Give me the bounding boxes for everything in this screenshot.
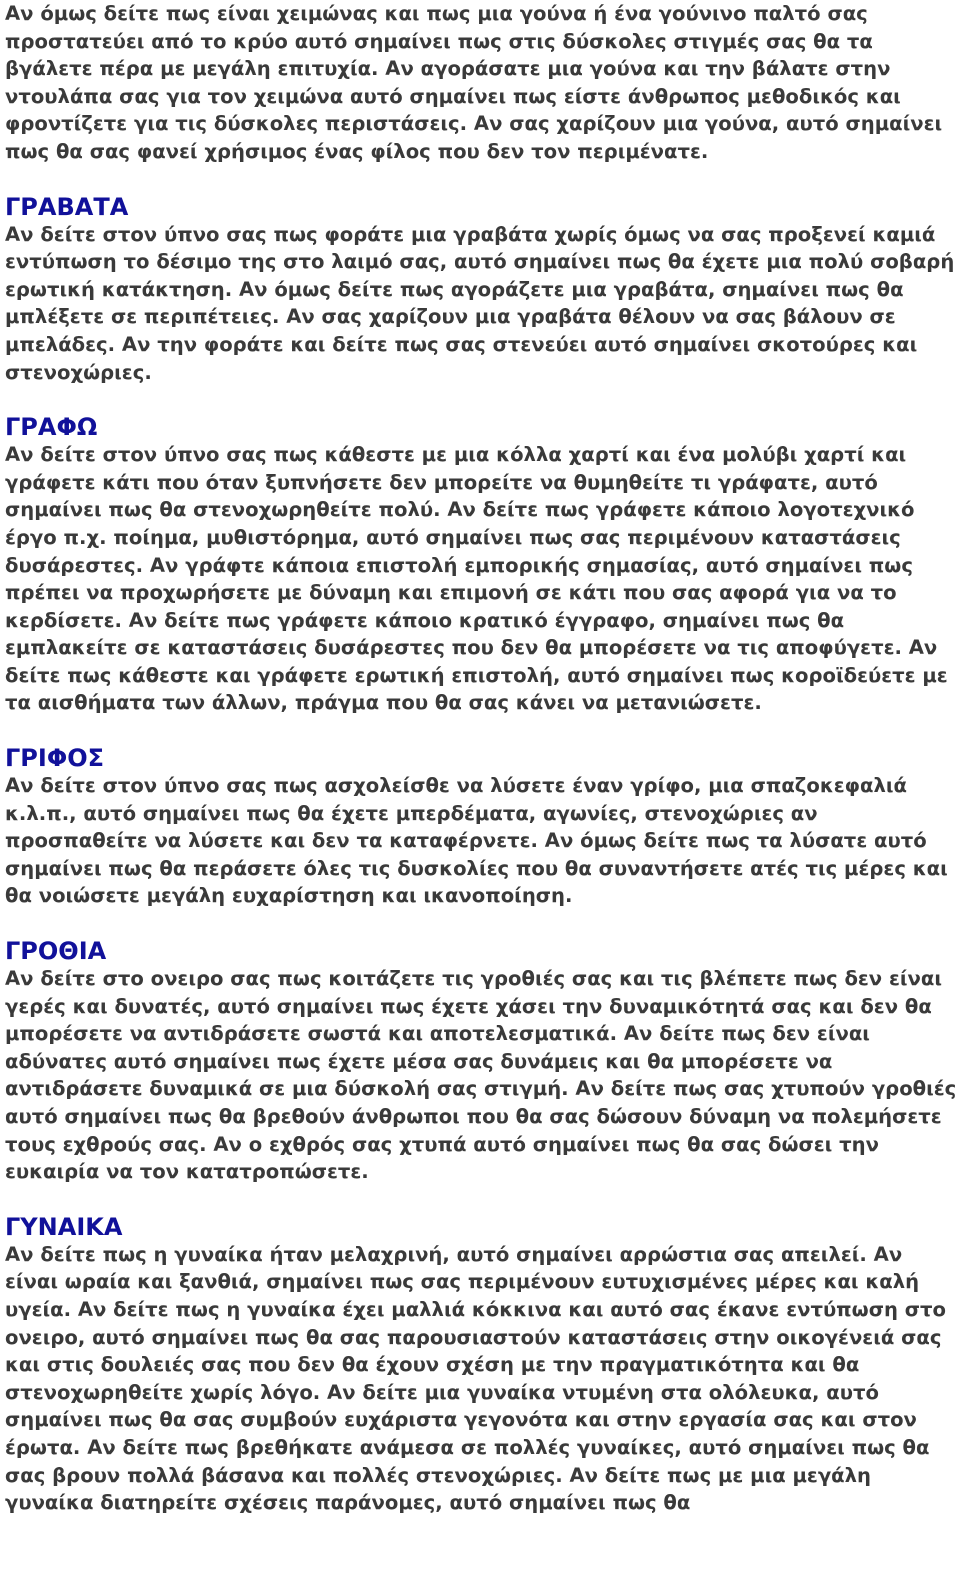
section-heading: ΓΡΟΘΙΑ [5, 937, 107, 966]
section-heading: ΓΡΑΒΑΤΑ [5, 192, 129, 221]
document-page [5, 0, 957, 1517]
section-body: Αν δείτε στον ύπνο σας πως κάθεστε με μια κόλλα χαρτί και ένα μολύβι χαρτί και γράφετε κάτι που όταν ξυπνήσετε δεν μπορείτε να θυμηθείτε τι γράφατε, αυτό σημαίνει πως θα στενοχωρηθείτε πολύ. Αν δείτε πως γράφετε κάποιο λογοτεχνικό έργο π.χ. ποίημα, μυθιστόρημα, αυτό σημαίνει πως σας περιμένουν καταστάσεις δυσάρεστες. Αν γράφτε κάποια επιστολή εμπορικής σημασίας, αυτό σημαίνει πως πρέπει να προχωρήσετε με δύναμη και επιμονή σε κάτι που σας αφορά για να το κερδίσετε. Αν δείτε πως γράφετε κάποιο κρατικό έγγραφο, σημαίνει πως θα εμπλακείτε σε καταστάσεις δυσάρεστες που δεν θα μπορέσετε να τις αποφύγετε. Αν δείτε πως κάθεστε και γράφετε ερωτική επιστολή, αυτό σημαίνει πως κοροϊδεύετε με τα αισθήματα των άλλων, πράγμα που θα σας κάνει να μετανιώσετε. [5, 443, 948, 715]
section-grothia [5, 937, 957, 1186]
section-body: Αν δείτε στον ύπνο σας πως φοράτε μια γραβάτα χωρίς όμως να σας προξενεί καμιά εντύπωση το δέσιμο της στο λαιμό σας, αυτό σημαίνει πως θα έχετε μια πολύ σοβαρή ερωτική κατάκτηση. Αν όμως δείτε πως αγοράζετε μια γραβάτα, σημαίνει πως θα μπλέξετε σε περιπέτειες. Αν σας χαρίζουν μια γραβάτα θέλουν να σας βάλουν σε μπελάδες. Αν την φοράτε και δείτε πως σας στενεύει αυτό σημαίνει σκοτούρες και στενοχώριες. [5, 222, 955, 384]
section-heading: ΓΥΝΑΙΚΑ [5, 1212, 123, 1241]
section-grafo [5, 413, 957, 717]
intro-paragraph: Αν όμως δείτε πως είναι χειμώνας και πως μια γούνα ή ένα γούνινο παλτό σας προστατεύει από το κρύο αυτό σημαίνει πως στις δύσκολες στιγμές σας θα τα βγάλετε πέρα με μεγάλη επιτυχία. Αν αγοράσατε μια γούνα και την βάλατε στην ντουλάπα σας για τον χειμώνα αυτό σημαίνει πως είστε άνθρωπος μεθοδικός και φροντίζετε για τις δύσκολες περιστάσεις. Αν σας χαρίζουν μια γούνα, αυτό σημαίνει πως θα σας φανεί χρήσιμος ένας φίλος που δεν τον περιμένατε. [5, 2, 943, 163]
section-grifos [5, 744, 957, 910]
section-heading: ΓΡΙΦΟΣ [5, 744, 105, 773]
section-heading: ΓΡΑΦΩ [5, 413, 98, 442]
section-body: Αν δείτε πως η γυναίκα ήταν μελαχρινή, αυτό σημαίνει αρρώστια σας απειλεί. Αν είναι ωραία και ξανθιά, σημαίνει πως σας περιμένουν ευτυχισμένες μέρες και καλή υγεία. Αν δείτε πως η γυναίκα έχει μαλλιά κόκκινα και αυτό σας έκανε εντύπωση στο ονειρο, αυτό σημαίνει πως θα σας παρουσιαστούν καταστάσεις στην οικογένειά σας και στις δουλειές σας που δεν θα έχουν σχέση με την πραγματικότητα και θα στενοχωρηθείτε χωρίς λόγο. Αν δείτε μια γυναίκα ντυμένη στα ολόλευκα, αυτό σημαίνει πως θα σας συμβούν ευχάριστα γεγονότα και στην εργασία σας και στον έρωτα. Αν δείτε πως βρεθήκατε ανάμεσα σε πολλές γυναίκες, αυτό σημαίνει πως θα σας βρουν πολλά βάσανα και πολλές στενοχώριες. Αν δείτε πως με μια μεγάλη γυναίκα διατηρείτε σχέσεις παράνομες, αυτό σημαίνει πως θα [5, 1242, 946, 1515]
section-gynaika [5, 1213, 957, 1517]
section-body: Αν δείτε στον ύπνο σας πως ασχολείσθε να λύσετε έναν γρίφο, μια σπαζοκεφαλιά κ.λ.π., αυτό σημαίνει πως θα έχετε μπερδέματα, αγωνίες, στενοχώριες αν προσπαθείτε να λύσετε και δεν τα καταφέρνετε. Αν όμως δείτε πως τα λύσατε αυτό σημαίνει πως θα περάσετε όλες τις δυσκολίες που θα συναντήσετε ατές τις μέρες και θα νοιώσετε μεγάλη ευχαρίστηση και ικανοποίηση. [5, 774, 948, 908]
section-body: Αν δείτε στο ονειρο σας πως κοιτάζετε τις γροθιές σας και τις βλέπετε πως δεν είναι γερές και δυνατές, αυτό σημαίνει πως έχετε χάσει την δυναμικότητά σας και δεν θα μπορέσετε να αντιδράσετε σωστά και αποτελεσματικά. Αν δείτε πως δεν είναι αδύνατες αυτό σημαίνει πως έχετε μέσα σας δυνάμεις και θα μπορέσετε να αντιδράσετε δυναμικά σε μια δύσκολή σας στιγμή. Αν δείτε πως σας χτυπούν γροθιές αυτό σημαίνει πως θα βρεθούν άνθρωποι που θα σας δώσουν δύναμη να πολεμήσετε τους εχθρούς σας. Αν ο εχθρός σας χτυπά αυτό σημαίνει πως θα σας δώσει την ευκαιρία να τον κατατροπώσετε. [5, 967, 957, 1184]
section-gravata [5, 193, 957, 387]
